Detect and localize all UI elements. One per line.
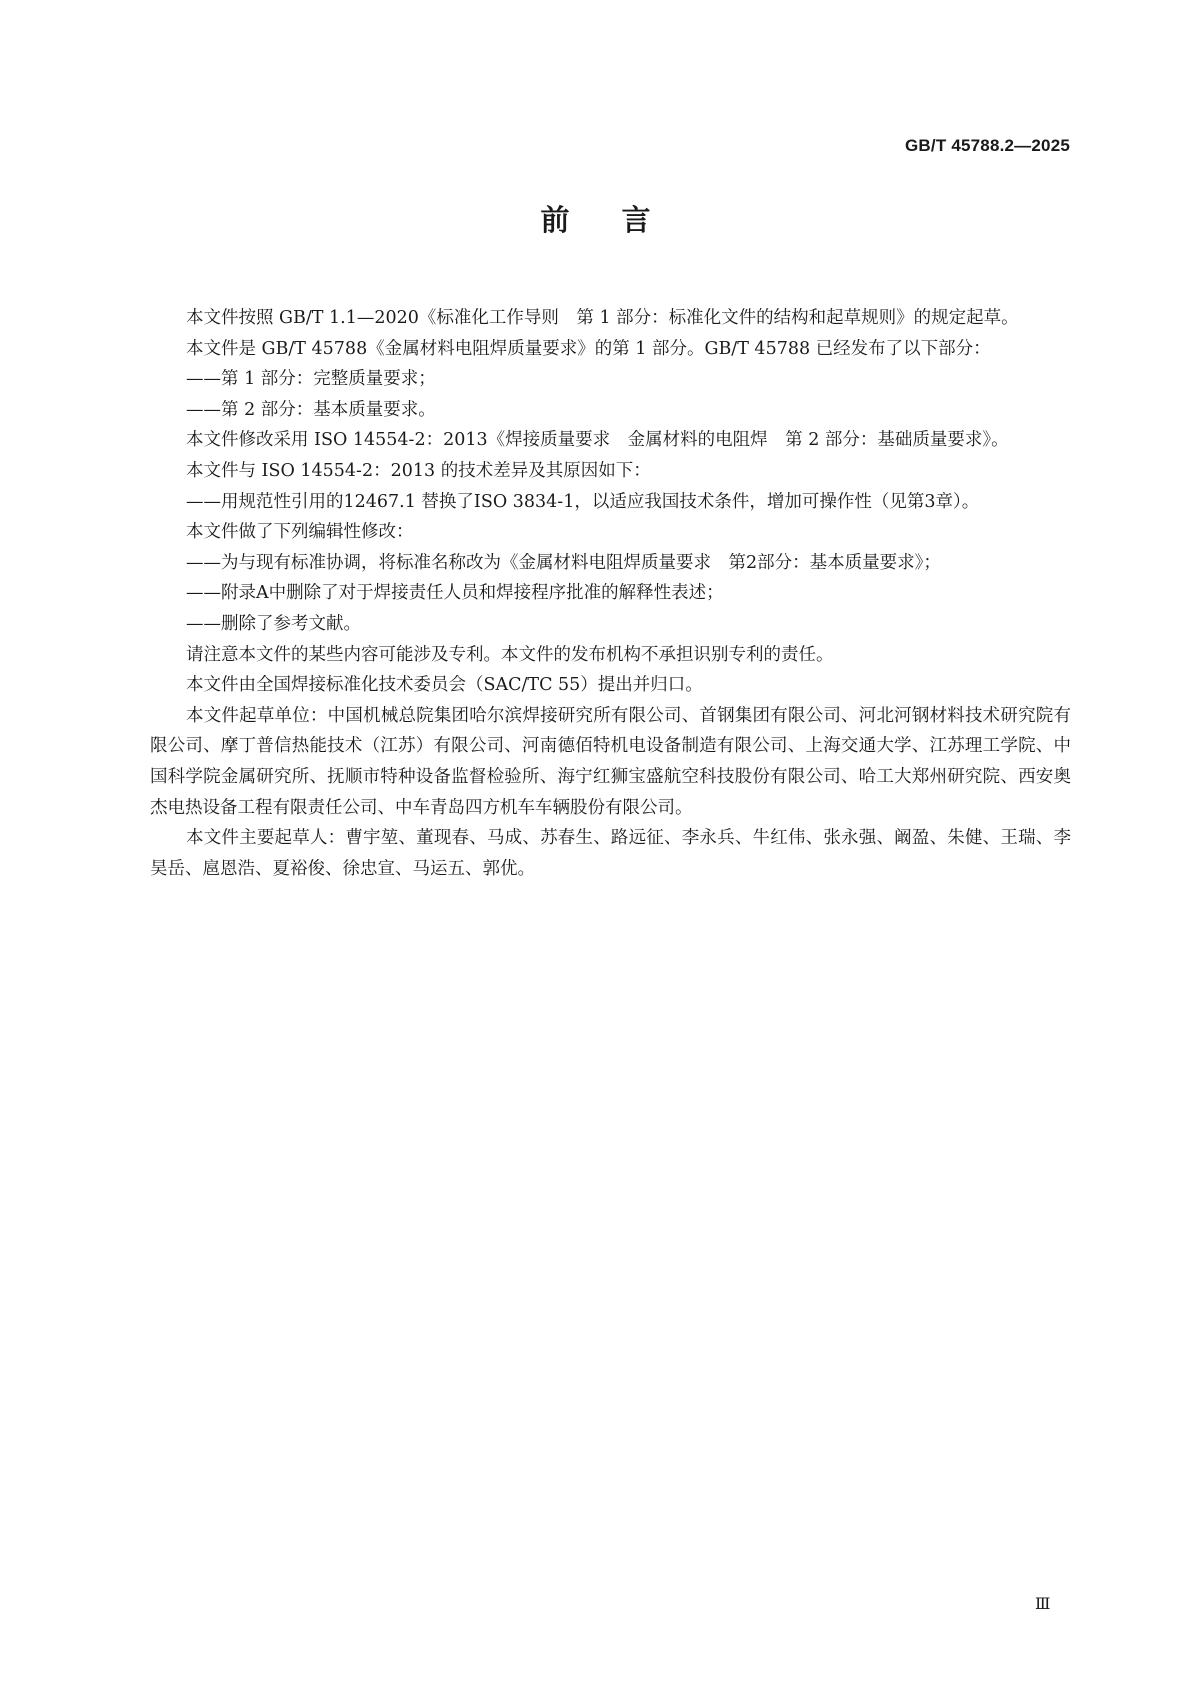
list-item-editorial-3: ——删除了参考文献。 (186, 613, 361, 634)
paragraph-series-info: 本文件是 GB/T 45788《金属材料电阻焊质量要求》的第 1 部分。GB/T 45788 已经发布了以下部分： (186, 338, 991, 359)
list-item-editorial-1: ——为与现有标准协调，将标准名称改为《金属材料电阻焊质量要求 第2部分：基本质量要求》； (186, 552, 941, 573)
paragraph-tech-diffs-intro: 本文件与 ISO 14554-2：2013 的技术差异及其原因如下： (186, 460, 651, 481)
paragraph-editorial-intro: 本文件做了下列编辑性修改： (186, 522, 414, 543)
paragraph-patent-notice: 请注意本文件的某些内容可能涉及专利。本文件的发布机构不承担识别专利的责任。 (186, 644, 834, 665)
list-item-part-1: ——第 1 部分：完整质量要求； (186, 369, 436, 390)
paragraph-drafting-rules: 本文件按照 GB/T 1.1—2020《标准化工作导则 第 1 部分：标准化文件的结构和起草规则》的规定起草。 (186, 308, 1019, 328)
list-item-part-2: ——第 2 部分：基本质量要求。 (186, 399, 436, 420)
document-body (150, 303, 1071, 884)
list-item-editorial-2: ——附录A中删除了对于焊接责任人员和焊接程序批准的解释性表述； (186, 583, 724, 604)
paragraph-adoption: 本文件修改采用 ISO 14554-2：2013《焊接质量要求 金属材料的电阻焊 第 2 部分：基础质量要求》。 (186, 430, 1009, 451)
list-item-tech-diff: ——用规范性引用的12467.1 替换了ISO 3834-1，以适应我国技术条件，增加可操作性（见第3章）。 (186, 491, 980, 512)
document-number: GB/T 45788.2—2025 (905, 136, 1070, 155)
page-number: Ⅲ (1035, 1594, 1051, 1613)
paragraph-committee: 本文件由全国焊接标准化技术委员会（SAC/TC 55）提出并归口。 (186, 675, 703, 696)
paragraph-drafting-units: 本文件起草单位：中国机械总院集团哈尔滨焊接研究所有限公司、首钢集团有限公司、河北河钢材料技术研究院有限公司、摩丁普信热能技术（江苏）有限公司、河南德佰特机电设备制造有限公司、上海交通大学、江苏理工学院、中国科学院金属研究所、抚顺市特种设备监督检验所、海宁红狮宝盛航空科技股份有限公司、哈工大郑州研究院、西安奥杰电热设备工程有限责任公司、中车青岛四方机车车辆股份有限公司。 (150, 705, 1071, 818)
paragraph-drafters: 本文件主要起草人：曹宇堃、董现春、马成、苏春生、路远征、李永兵、牛红伟、张永强、阚盈、朱健、王瑞、李昊岳、扈恩浩、夏裕俊、徐忠宣、马运五、郭优。 (150, 828, 1071, 879)
page-title: 前言 (540, 203, 703, 237)
